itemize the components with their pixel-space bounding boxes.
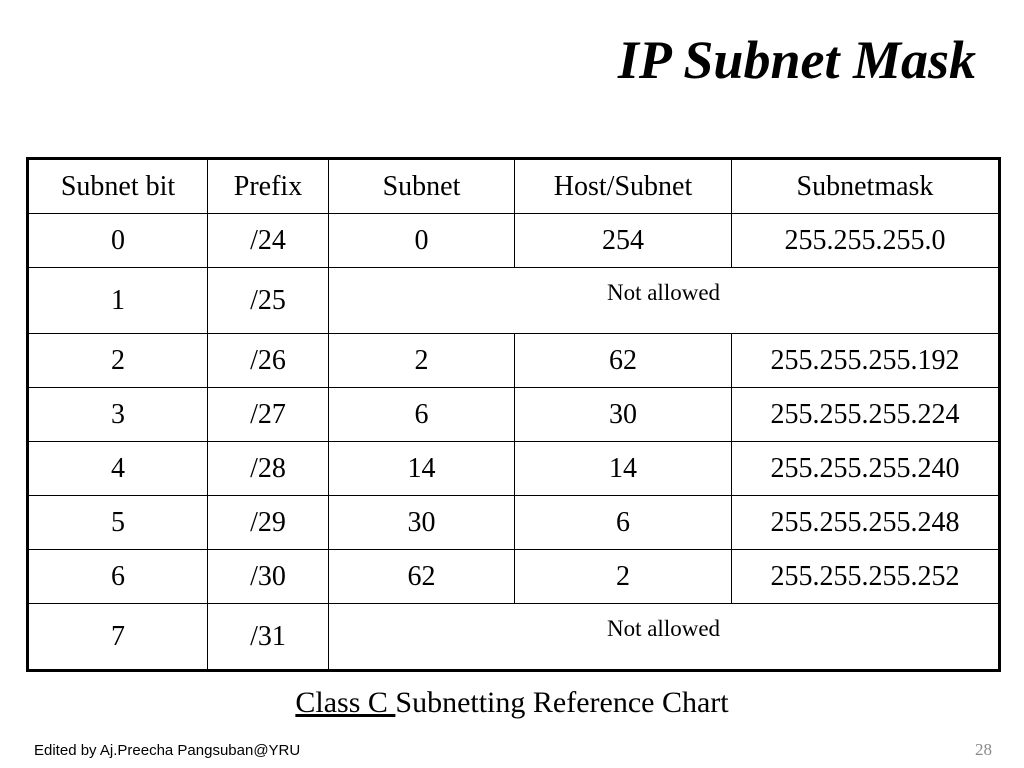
cell-subnet: 6	[329, 388, 515, 442]
cell-host-subnet: 14	[515, 442, 732, 496]
table-row	[28, 604, 1000, 671]
cell-subnet: 14	[329, 442, 515, 496]
cell-subnetmask: 255.255.255.192	[732, 334, 1000, 388]
cell-subnet: 0	[329, 214, 515, 268]
cell-prefix: /26	[208, 334, 329, 388]
header-subnetmask: Subnetmask	[732, 159, 1000, 214]
cell-subnet-bit: 5	[28, 496, 208, 550]
cell-subnet-bit: 0	[28, 214, 208, 268]
cell-prefix: /25	[208, 268, 329, 334]
cell-not-allowed: Not allowed	[329, 268, 1000, 334]
cell-prefix: /24	[208, 214, 329, 268]
cell-host-subnet: 2	[515, 550, 732, 604]
slide-title: IP Subnet Mask	[617, 30, 976, 90]
cell-prefix: /31	[208, 604, 329, 671]
cell-subnet: 2	[329, 334, 515, 388]
table-header-row	[28, 159, 1000, 214]
cell-subnet-bit: 1	[28, 268, 208, 334]
cell-subnetmask: 255.255.255.240	[732, 442, 1000, 496]
cell-prefix: /30	[208, 550, 329, 604]
footer-credit: Edited by Aj.Preecha Pangsuban@YRU	[34, 742, 301, 759]
cell-subnet-bit: 3	[28, 388, 208, 442]
cell-subnetmask: 255.255.255.252	[732, 550, 1000, 604]
cell-subnet-bit: 6	[28, 550, 208, 604]
subnet-table	[26, 157, 1001, 672]
table-caption	[0, 686, 1024, 720]
header-subnet-bit: Subnet bit	[28, 159, 208, 214]
cell-subnet-bit: 4	[28, 442, 208, 496]
table-row	[28, 214, 1000, 268]
cell-subnet: 62	[329, 550, 515, 604]
cell-subnetmask: 255.255.255.0	[732, 214, 1000, 268]
cell-subnetmask: 255.255.255.224	[732, 388, 1000, 442]
table-row	[28, 388, 1000, 442]
cell-subnet: 30	[329, 496, 515, 550]
cell-host-subnet: 6	[515, 496, 732, 550]
cell-host-subnet: 30	[515, 388, 732, 442]
cell-not-allowed: Not allowed	[329, 604, 1000, 671]
header-prefix: Prefix	[208, 159, 329, 214]
header-subnet: Subnet	[329, 159, 515, 214]
cell-prefix: /29	[208, 496, 329, 550]
caption-class-c: Class C	[295, 686, 396, 719]
header-host-subnet: Host/Subnet	[515, 159, 732, 214]
cell-subnet-bit: 2	[28, 334, 208, 388]
cell-host-subnet: 254	[515, 214, 732, 268]
cell-prefix: /28	[208, 442, 329, 496]
table-row	[28, 442, 1000, 496]
page-number: 28	[975, 740, 992, 759]
cell-host-subnet: 62	[515, 334, 732, 388]
caption-text: Subnetting Reference Chart	[395, 686, 729, 719]
table-row	[28, 268, 1000, 334]
cell-prefix: /27	[208, 388, 329, 442]
table-row	[28, 550, 1000, 604]
cell-subnet-bit: 7	[28, 604, 208, 671]
cell-subnetmask: 255.255.255.248	[732, 496, 1000, 550]
table-row	[28, 334, 1000, 388]
table-row	[28, 496, 1000, 550]
